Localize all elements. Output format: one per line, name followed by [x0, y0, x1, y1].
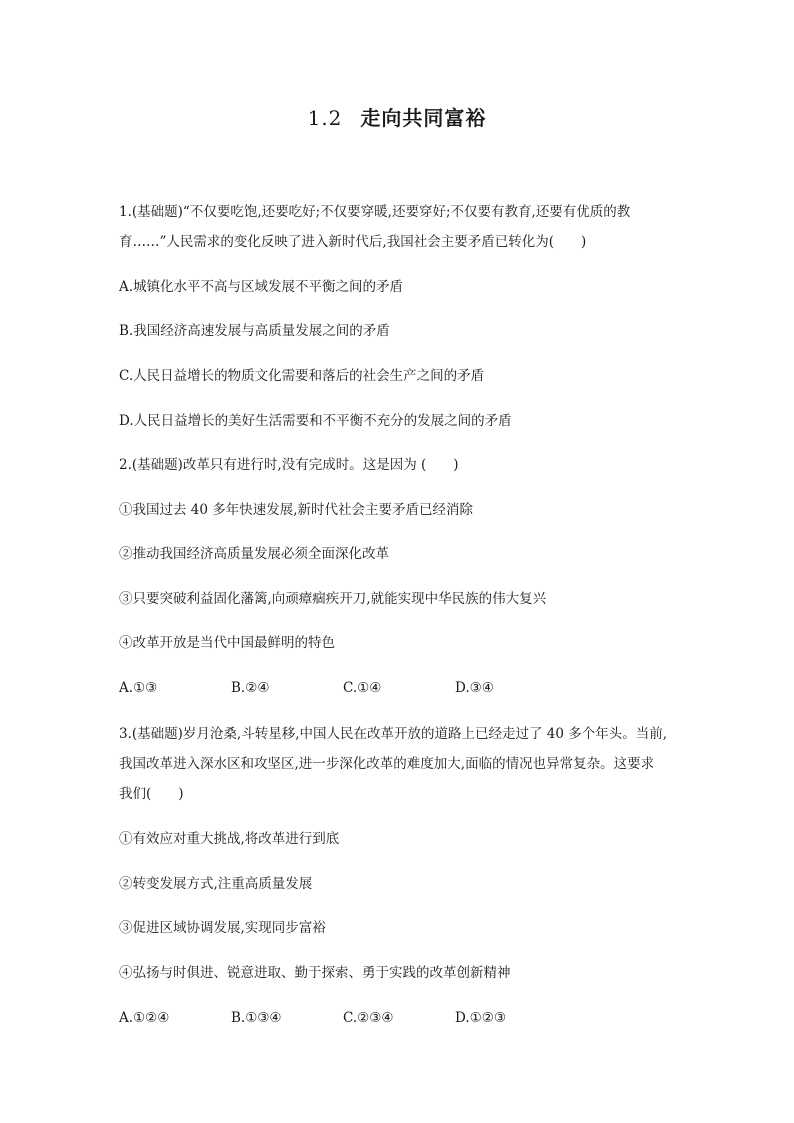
q2-option-d: D.③④ — [455, 680, 494, 696]
q1-option-d: D.人民日益增长的美好生活需要和不平衡不充分的发展之间的矛盾 — [119, 413, 512, 429]
q3-stem-line1: 3.(基础题)岁月沧桑,斗转星移,中国人民在改革开放的道路上已经走过了 40 多个年头。当前, — [119, 726, 668, 742]
q1-option-a: A.城镇化水平不高与区域发展不平衡之间的矛盾 — [119, 279, 404, 295]
q3-option-d: D.①②③ — [455, 1010, 506, 1026]
q3-option-b: B.①③④ — [231, 1010, 282, 1026]
q3-stem-line2: 我国改革进入深水区和攻坚区,进一步深化改革的难度加大,面临的情况也异常复杂。这要求 — [119, 756, 655, 772]
q1-option-c: C.人民日益增长的物质文化需要和落后的社会生产之间的矛盾 — [119, 368, 485, 384]
q1-option-b: B.我国经济高速发展与高质量发展之间的矛盾 — [119, 323, 390, 339]
q2-item3: ③只要突破利益固化藩篱,向顽瘴痼疾开刀,就能实现中华民族的伟大复兴 — [119, 591, 547, 607]
q2-option-b: B.②④ — [231, 680, 270, 696]
page-title — [0, 102, 794, 131]
q3-stem-line3: 我们( ) — [119, 786, 184, 802]
q3-option-a: A.①②④ — [119, 1010, 170, 1026]
q1-stem-line1: 1.(基础题)“不仅要吃饱,还要吃好;不仅要穿暖,还要穿好;不仅要有教育,还要有优质的教 — [119, 204, 631, 220]
q2-item2: ②推动我国经济高质量发展必须全面深化改革 — [119, 546, 389, 562]
title-number: 1.2 — [307, 106, 343, 130]
q2-item4: ④改革开放是当代中国最鲜明的特色 — [119, 635, 335, 651]
q2-option-c: C.①④ — [343, 680, 382, 696]
q2-item1: ①我国过去 40 多年快速发展,新时代社会主要矛盾已经消除 — [119, 502, 474, 518]
q3-item1: ①有效应对重大挑战,将改革进行到底 — [119, 831, 340, 847]
q2-option-a: A.①③ — [119, 680, 158, 696]
q1-stem-line2: 育……”人民需求的变化反映了进入新时代后,我国社会主要矛盾已转化为( ) — [119, 234, 587, 250]
title-text: 走向共同富裕 — [360, 106, 487, 130]
q3-item2: ②转变发展方式,注重高质量发展 — [119, 876, 313, 892]
q3-item3: ③促进区域协调发展,实现同步富裕 — [119, 920, 326, 936]
q3-item4: ④弘扬与时俱进、锐意进取、勤于探索、勇于实践的改革创新精神 — [119, 965, 511, 981]
q2-stem: 2.(基础题)改革只有进行时,没有完成时。这是因为 ( ) — [119, 457, 459, 473]
q3-option-c: C.②③④ — [343, 1010, 394, 1026]
